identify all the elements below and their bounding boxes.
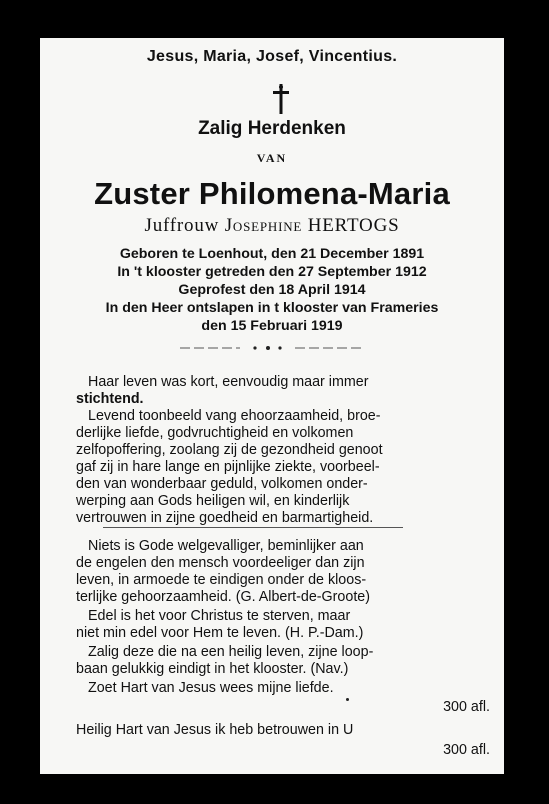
civil-name — [40, 215, 504, 237]
p4-line-1: Zalig deze die na een heilig leven, zijne loop- — [88, 644, 374, 660]
date-entered-convent: In 't klooster getreden den 27 September 1912 — [117, 264, 427, 280]
memorial-title: Zalig Herdenken — [198, 118, 346, 139]
p3-line-1: Edel is het voor Christus te sterven, maar — [88, 608, 351, 624]
memorial-card — [40, 38, 504, 774]
p1-line-4: derlijke liefde, godvruchtigheid en volkomen — [76, 425, 354, 441]
header-invocation: Jesus, Maria, Josef, Vincentius. — [146, 48, 398, 65]
p1-line-2: stichtend. — [76, 391, 144, 407]
section-rule — [103, 527, 403, 528]
cross-icon — [273, 84, 289, 114]
date-death-day: den 15 Februari 1919 — [201, 318, 343, 334]
p2-line-1: Niets is Gode welgevalliger, beminlijker aan — [88, 538, 364, 554]
civil-name-first: Josephine — [224, 215, 303, 236]
indulgence-2: 300 afl. — [443, 742, 490, 758]
civil-name-prefix: Juffrouw — [144, 215, 220, 236]
indulgence-1: 300 afl. — [443, 699, 490, 715]
p1-line-7: den van wonderbaar geduld, volkomen onder- — [76, 476, 368, 492]
p2-line-4: terlijke gehoorzaamheid. (G. Albert-de-Groote) — [76, 589, 371, 605]
date-death: In den Heer ontslapen in t klooster van Frameries — [105, 300, 439, 316]
date-birth: Geboren te Loenhout, den 21 December 1891 — [119, 246, 425, 262]
p2-line-3: leven, in armoede te eindigen onder de kloos- — [76, 572, 367, 588]
p1-line-6: gaf zij in hare lange en pijnlijke ziekte, voorbeel- — [76, 459, 380, 475]
prayer-2: Heilig Hart van Jesus ik heb betrouwen in U — [76, 722, 354, 738]
p3-line-2: niet min edel voor Hem te leven. (H. P.-Dam.) — [76, 625, 364, 641]
p1-line-1: Haar leven was kort, eenvoudig maar immer — [88, 374, 369, 390]
p1-line-8: werping aan Gods heiligen wil, en kinderlijk — [76, 493, 350, 509]
p2-line-2: de engelen den mensch voordeeliger dan zijn — [76, 555, 365, 571]
ornament-divider — [180, 345, 362, 351]
prayer-1: Zoet Hart van Jesus wees mijne liefde. — [88, 680, 334, 696]
p4-line-2: baan gelukkig eindigt in het klooster. (Nav.) — [76, 661, 349, 677]
ornament-dot — [346, 698, 349, 701]
civil-name-last: HERTOGS — [307, 215, 400, 236]
van-label: VAN — [256, 151, 288, 165]
p1-line-5: zelfopoffering, zoolang zij de gezondheid genoot — [76, 442, 383, 458]
religious-name: Zuster Philomena-Maria — [94, 176, 450, 211]
p1-line-3: Levend toonbeeld vang ehoorzaamheid, broe- — [88, 408, 381, 424]
p1-line-9: vertrouwen in zijne goedheid en barmartigheid. — [76, 510, 374, 526]
date-profession: Geprofest den 18 April 1914 — [178, 282, 366, 298]
